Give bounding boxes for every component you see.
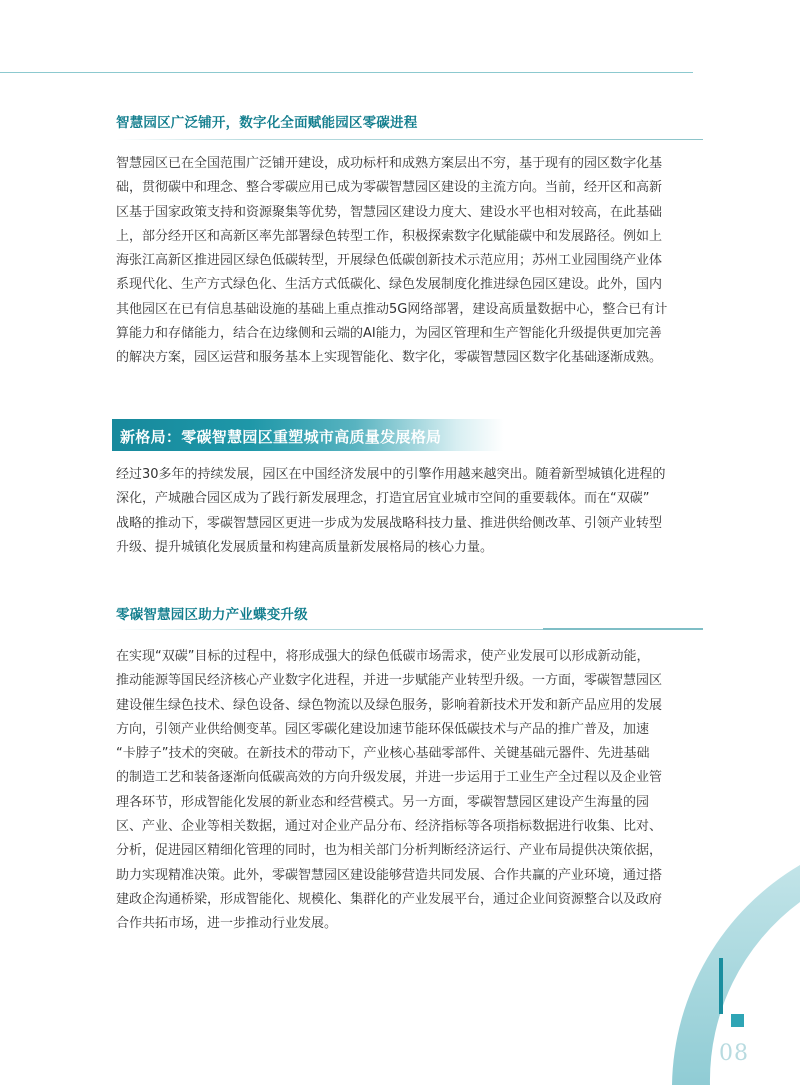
text-line: 区基于国家政策支持和资源聚集等优势，智慧园区建设力度大、建设水平也相对较高，在此基础 (116, 204, 663, 220)
text-line: 合作共拓市场，进一步推动行业发展。 (116, 916, 338, 932)
text-line: 的解决方案，园区运营和服务基本上实现智能化、数字化，零碳智慧园区数字化基础逐渐成熟。 (116, 350, 663, 366)
page-number: 08 (719, 1041, 749, 1066)
text-line: 战略的推动下，零碳智慧园区更进一步成为发展战略科技力量、推进供给侧改革、引领产业转型 (116, 515, 663, 531)
text-line: “卡脖子”技术的突破。在新技术的带动下，产业核心基础零部件、关键基础元器件、先进基础 (116, 746, 650, 762)
text-line: 算能力和存储能力，结合在边缘侧和云端的AI能力，为园区管理和生产智能化升级提供更加完善 (116, 326, 662, 342)
text-line: 智慧园区已在全国范围广泛铺开建设，成功标杆和成熟方案层出不穷，基于现有的园区数字化基 (116, 156, 663, 171)
text-line: 础，贯彻碳中和理念、整合零碳应用已成为零碳智慧园区建设的主流方向。当前，经开区和高新 (116, 180, 663, 196)
section-heading-industry-upgrade: 零碳智慧园区助力产业蝶变升级 (116, 607, 308, 623)
text-line: 分析，促进园区精细化管理的同时，也为相关部门分析判断经济运行、产业布局提供决策依据， (116, 843, 663, 859)
decorative-bar (719, 958, 723, 1014)
text-line: 海张江高新区推进园区绿色低碳转型，开展绿色低碳创新技术示范应用；苏州工业园围绕产业体 (116, 253, 663, 269)
text-line: 建政企沟通桥梁，形成智能化、规模化、集群化的产业发展平台，通过企业间资源整合以及政府 (116, 891, 663, 907)
text-line: 方向，引领产业供给侧变革。园区零碳化建设加速节能环保低碳技术与产品的推广普及，加速 (116, 721, 650, 737)
banner-title: 新格局：零碳智慧园区重塑城市高质量发展格局 (120, 428, 442, 446)
text-line: 升级、提升城镇化发展质量和构建高质量新发展格局的核心力量。 (116, 539, 494, 555)
text-line: 经过30多年的持续发展，园区在中国经济发展中的引擎作用越来越突出。随着新型城镇化进程的 (116, 467, 666, 482)
text-line: 在实现“双碳”目标的过程中，将形成强大的绿色低碳市场需求，使产业发展可以形成新动能， (116, 649, 650, 664)
text-line: 推动能源等国民经济核心产业数字化进程，并进一步赋能产业转型升级。一方面，零碳智慧园区 (116, 673, 663, 689)
text-line: 区、产业、企业等相关数据，通过对企业产品分布、经济指标等各项指标数据进行收集、比对、 (116, 819, 663, 835)
text-line: 建设催生绿色技术、绿色设备、绿色物流以及绿色服务，影响着新技术开发和新产品应用的发展 (116, 697, 663, 713)
text-line: 深化，产城融合园区成为了践行新发展理念，打造宜居宜业城市空间的重要载体。而在“双碳” (116, 491, 650, 507)
decorative-square (731, 1014, 744, 1027)
text-line: 系现代化、生产方式绿色化、生活方式低碳化、绿色发展制度化推进绿色园区建设。此外，国内 (116, 277, 663, 293)
text-line: 上，部分经开区和高新区率先部署绿色转型工作，积极探索数字化赋能碳中和发展路径。例如上 (116, 228, 663, 244)
section-heading-smart-park: 智慧园区广泛铺开，数字化全面赋能园区零碳进程 (116, 115, 418, 131)
text-line: 的制造工艺和装备逐渐向低碳高效的方向升级发展，并进一步运用于工业生产全过程以及企业管 (116, 770, 663, 786)
text-line: 理各环节，形成智能化发展的新业态和经营模式。另一方面，零碳智慧园区建设产生海量的园 (116, 794, 650, 810)
text-line: 助力实现精准决策。此外，零碳智慧园区建设能够营造共同发展、合作共赢的产业环境，通过搭 (116, 867, 663, 883)
text-line: 其他园区在已有信息基础设施的基础上重点推动5G网络部署，建设高质量数据中心，整合已有计 (116, 301, 668, 317)
